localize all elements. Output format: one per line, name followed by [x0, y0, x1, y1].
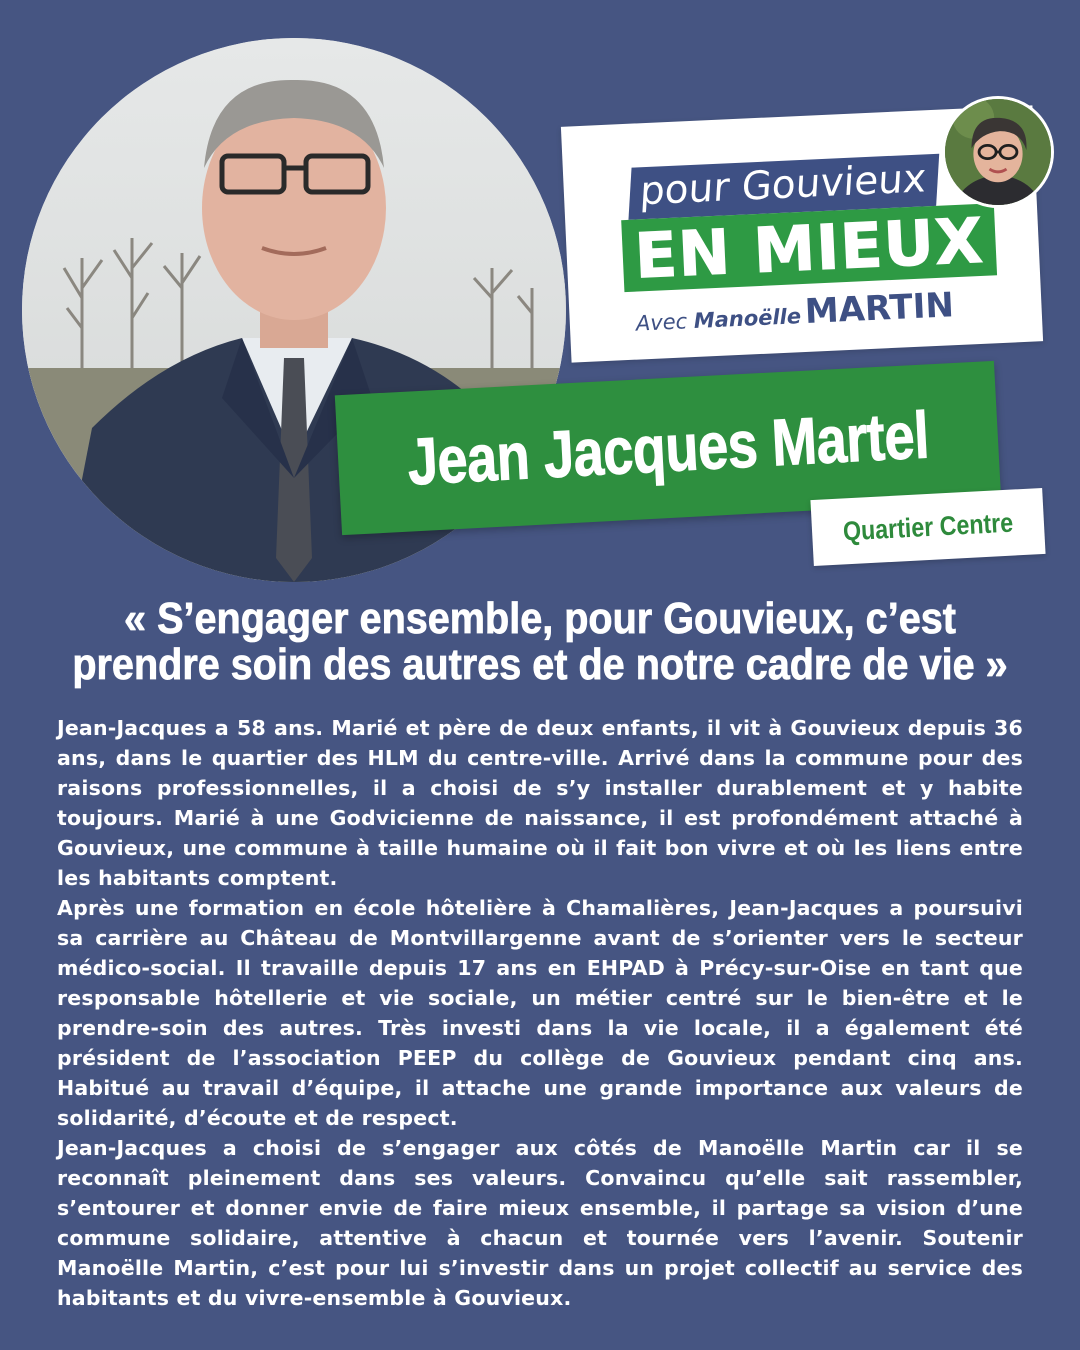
district-tag — [810, 488, 1045, 566]
logo-tagline: pour Gouvieux — [628, 154, 939, 220]
leader-avatar — [942, 96, 1054, 208]
logo-last-name: MARTIN — [803, 285, 955, 332]
logo-first-name: Manoëlle — [693, 304, 802, 333]
bio-paragraph: Jean-Jacques a choisi de s’engager aux côtés de Manoëlle Martin car il se reconnaît pleinement dans ses valeurs. Convaincu qu’elle sait rassembler, s’entourer et donner envie de faire mieux ensemble, il partage sa vision d’une commune solidaire, attentive à chacun et tournée vers l’avenir. Soutenir Manoëlle Martin, c’est pour lui s’investir dans un projet collectif au service des habitants et du vivre-ensemble à Gouvieux. — [57, 1136, 1023, 1310]
bio-paragraph: Après une formation en école hôtelière à Chamalières, Jean-Jacques a poursuivi sa carrière au Château de Montvillargenne avant de s’orienter vers le secteur médico-social. Il travaille depuis 17 ans en EHPAD à Précy-sur-Oise en tant que responsable hôtellerie et vie sociale, un métier centré sur le bien-être et le prendre-soin des autres. Très investi dans la vie locale, il a également été président de l’association PEEP du collège de Gouvieux pendant cinq ans. Habitué au travail d’équipe, il attache une grande importance aux valeurs de solidarité, d’écoute et de respect. — [57, 896, 1023, 1130]
logo-byline — [635, 285, 955, 339]
leader-photo — [945, 99, 1051, 205]
bio-paragraph: Jean-Jacques a 58 ans. Marié et père de deux enfants, il vit à Gouvieux depuis 36 ans, dans le quartier des HLM du centre-ville. Arrivé dans la commune pour des raisons professionnelles, il a choisi de s’y installer durablement et y habite toujours. Marié à une Godvicienne de naissance, il est profondément attaché à Gouvieux, une commune à taille humaine où il fait bon vivre et où les liens entre les habitants comptent. — [57, 716, 1023, 890]
district-label: Quartier Centre — [842, 507, 1014, 546]
candidate-bio — [57, 713, 1023, 1313]
logo-avec-text: Avec — [635, 309, 688, 336]
candidate-quote: « S’engager ensemble, pour Gouvieux, c’est prendre soin des autres et de notre cadre de vie » — [72, 594, 1008, 689]
candidate-name: Jean Jacques Martel — [405, 397, 931, 499]
logo-title: EN MIEUX — [621, 203, 997, 292]
